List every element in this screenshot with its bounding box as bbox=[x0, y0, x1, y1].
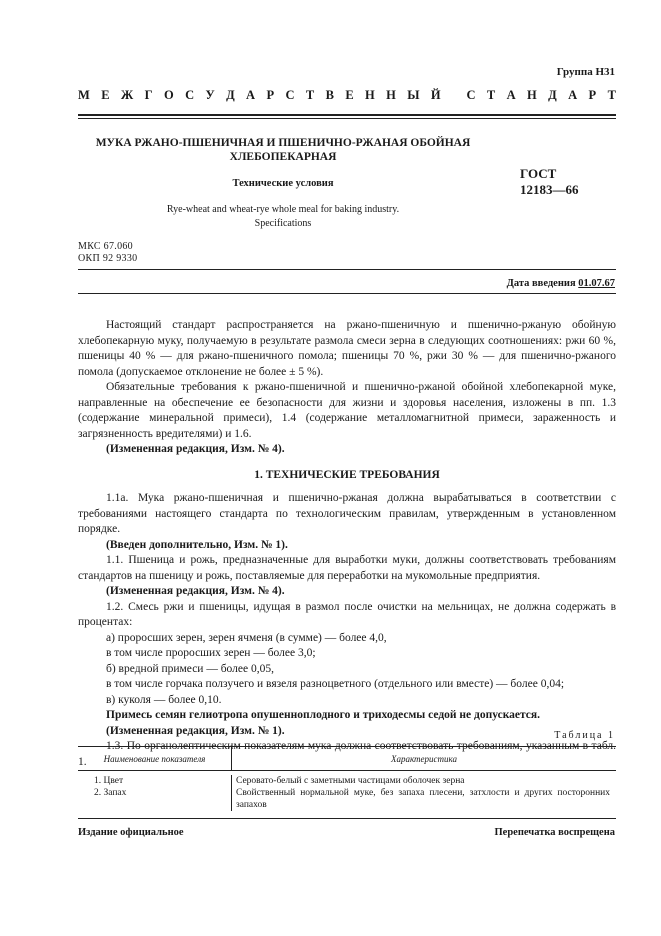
gost-number: 12183—66 bbox=[520, 182, 579, 197]
main-body bbox=[78, 318, 616, 770]
paragraph-1-2: 1.2. Смесь ржи и пшеницы, идущая в размол после очистки на мельницах, не должна содержать в процентах: bbox=[78, 600, 616, 628]
paragraph-mandatory: Обязательные требования к ржано-пшеничной и пшенично-ржаной обойной хлебопекарной муке, направленные на обеспечение ее безопасности для жизни и здоровья населения, изложены в пп. 1.3 (содержание минеральной примеси), 1.4 (содержание металломагнитной примеси, зараженность и загрязненность вредителями) и 1.6. bbox=[78, 381, 616, 440]
list-item: б) вредной примеси — более 0,05, bbox=[106, 662, 274, 675]
footer-rule bbox=[78, 818, 616, 819]
document-subtitle: Технические условия bbox=[232, 178, 334, 189]
heading-letter: О bbox=[163, 88, 174, 102]
document-title bbox=[78, 136, 488, 164]
heading-letter bbox=[452, 88, 455, 103]
divider-rule-2 bbox=[78, 293, 616, 294]
amendment-note: (Измененная редакция, Изм. № 1). bbox=[106, 724, 285, 737]
heading-letter: У bbox=[205, 88, 215, 102]
heading-letter: Е bbox=[345, 88, 354, 102]
heading-letter: А bbox=[506, 88, 516, 102]
heading-letter: Й bbox=[430, 88, 441, 102]
organoleptic-table bbox=[78, 746, 616, 817]
list-item: в том числе горчака ползучего и вязеля разноцветного (отдельного или вместе) — более 0,04; bbox=[106, 678, 565, 690]
group-label: Группа Н31 bbox=[556, 66, 615, 78]
column-header-characteristic: Характеристика bbox=[390, 753, 458, 764]
table-row bbox=[78, 771, 616, 787]
heading-letter: Д bbox=[548, 88, 557, 102]
amendment-note: (Измененная редакция, Изм. № 4). bbox=[106, 585, 285, 597]
gost-designation bbox=[520, 166, 616, 198]
list-item: в) куколя — более 0,10. bbox=[106, 693, 222, 706]
heading-letter: А bbox=[568, 88, 578, 102]
table-cell-name: 2. Запах bbox=[78, 787, 232, 811]
heading-letter: Н bbox=[386, 88, 396, 102]
okp-code: ОКП 92 9330 bbox=[78, 253, 138, 264]
heading-letter: С bbox=[185, 88, 195, 102]
heading-letter: Н bbox=[365, 88, 375, 102]
table-cell-value: Серовато-белый с заметными частицами оболочек зерна bbox=[236, 776, 465, 786]
heading-letter: Т bbox=[607, 88, 616, 102]
intro-date bbox=[507, 278, 615, 289]
table-label: Таблица 1 bbox=[554, 730, 615, 741]
heading-letter: Г bbox=[144, 88, 153, 102]
header-rule-thin bbox=[78, 118, 616, 119]
paragraph-1-1a: 1.1а. Мука ржано-пшеничная и пшенично-ржаная должна вырабатываться в соответствии с требованиями настоящего стандарта по технологическим правилам, утвержденным в установленном порядке. bbox=[78, 492, 616, 535]
paragraph-scope: Настоящий стандарт распространяется на ржано-пшеничную и пшенично-ржаную обойную хлебопекарную муку, получаемую в результате размола смеси зерна в следующих соотношениях: ржи 60 %, пшеницы 40 % — для ржано-пшеничного помола; пшеницы 70 %, ржи 30 % — для пшенично-ржаного помола (допускаемое отклонение не более ± 5 %). bbox=[78, 319, 616, 378]
heading-letter: Ж bbox=[120, 88, 134, 102]
heading-letter: Т bbox=[486, 88, 496, 102]
classification-codes bbox=[78, 241, 137, 265]
table-row bbox=[78, 787, 616, 817]
section-heading: 1. ТЕХНИЧЕСКИЕ ТРЕБОВАНИЯ bbox=[254, 468, 440, 481]
heading-letter: Ы bbox=[407, 88, 420, 102]
heading-letter: С bbox=[285, 88, 295, 102]
heading-letter: С bbox=[466, 88, 476, 102]
heading-letter: Т bbox=[305, 88, 315, 102]
intro-date-label: Дата введения bbox=[506, 278, 579, 289]
heading-letter: А bbox=[246, 88, 256, 102]
heading-letter: Е bbox=[101, 88, 110, 102]
heading-letter: М bbox=[78, 88, 90, 102]
english-title bbox=[78, 203, 488, 231]
table-header bbox=[78, 747, 616, 771]
heading-letter: Р bbox=[588, 88, 597, 102]
document-title-line1: МУКА РЖАНО-ПШЕНИЧНАЯ И ПШЕНИЧНО-РЖАНАЯ ОБОЙНАЯ bbox=[95, 137, 471, 149]
paragraph-1-1: 1.1. Пшеница и рожь, предназначенные для выработки муки, должны соответствовать требованиям стандартов на пшеницу и рожь, поставляемые для переработки на мукомольные предприятия. bbox=[78, 554, 616, 582]
table-cell-value: Свойственный нормальной муке, без запаха плесени, затхлости и других посторонних запахов bbox=[236, 788, 610, 810]
heading-letter: Р bbox=[266, 88, 275, 102]
amendment-note: (Измененная редакция, Изм. № 4). bbox=[106, 443, 285, 455]
mks-code: МКС 67.060 bbox=[78, 241, 133, 252]
list-item: а) проросших зерен, зерен ячменя (в сумме) — более 4,0, bbox=[106, 631, 387, 644]
english-title-line2: Specifications bbox=[254, 218, 312, 229]
table-cell-name: 1. Цвет bbox=[78, 775, 232, 787]
heading-letter: Д bbox=[226, 88, 235, 102]
list-item: в том числе проросших зерен — более 3,0; bbox=[106, 647, 316, 659]
standard-type-heading bbox=[78, 88, 616, 103]
column-header-indicator: Наименование показателя bbox=[78, 747, 232, 770]
gost-label: ГОСТ bbox=[520, 166, 557, 181]
paragraph-1-3: 1.3. По органолептическим показателям мука должна соответствовать требованиям, указанным в табл. 1. bbox=[78, 740, 616, 768]
divider-rule bbox=[78, 269, 616, 270]
heading-letter: Н bbox=[527, 88, 537, 102]
header-rule-thick bbox=[78, 114, 616, 116]
footer-edition: Издание официальное bbox=[78, 827, 184, 838]
english-title-line1: Rye-wheat and wheat-rye whole meal for baking industry. bbox=[166, 204, 400, 215]
paragraph-prohibition: Примесь семян гелиотропа опушеннoплодного и триходесмы седой не допускается. bbox=[106, 709, 540, 721]
intro-date-value: 01.07.67 bbox=[578, 278, 615, 289]
footer-reprint: Перепечатка воспрещена bbox=[494, 827, 615, 838]
document-title-line2: ХЛЕБОПЕКАРНАЯ bbox=[229, 151, 337, 163]
heading-letter: В bbox=[325, 88, 334, 102]
amendment-note: (Введен дополнительно, Изм. № 1). bbox=[106, 538, 288, 551]
